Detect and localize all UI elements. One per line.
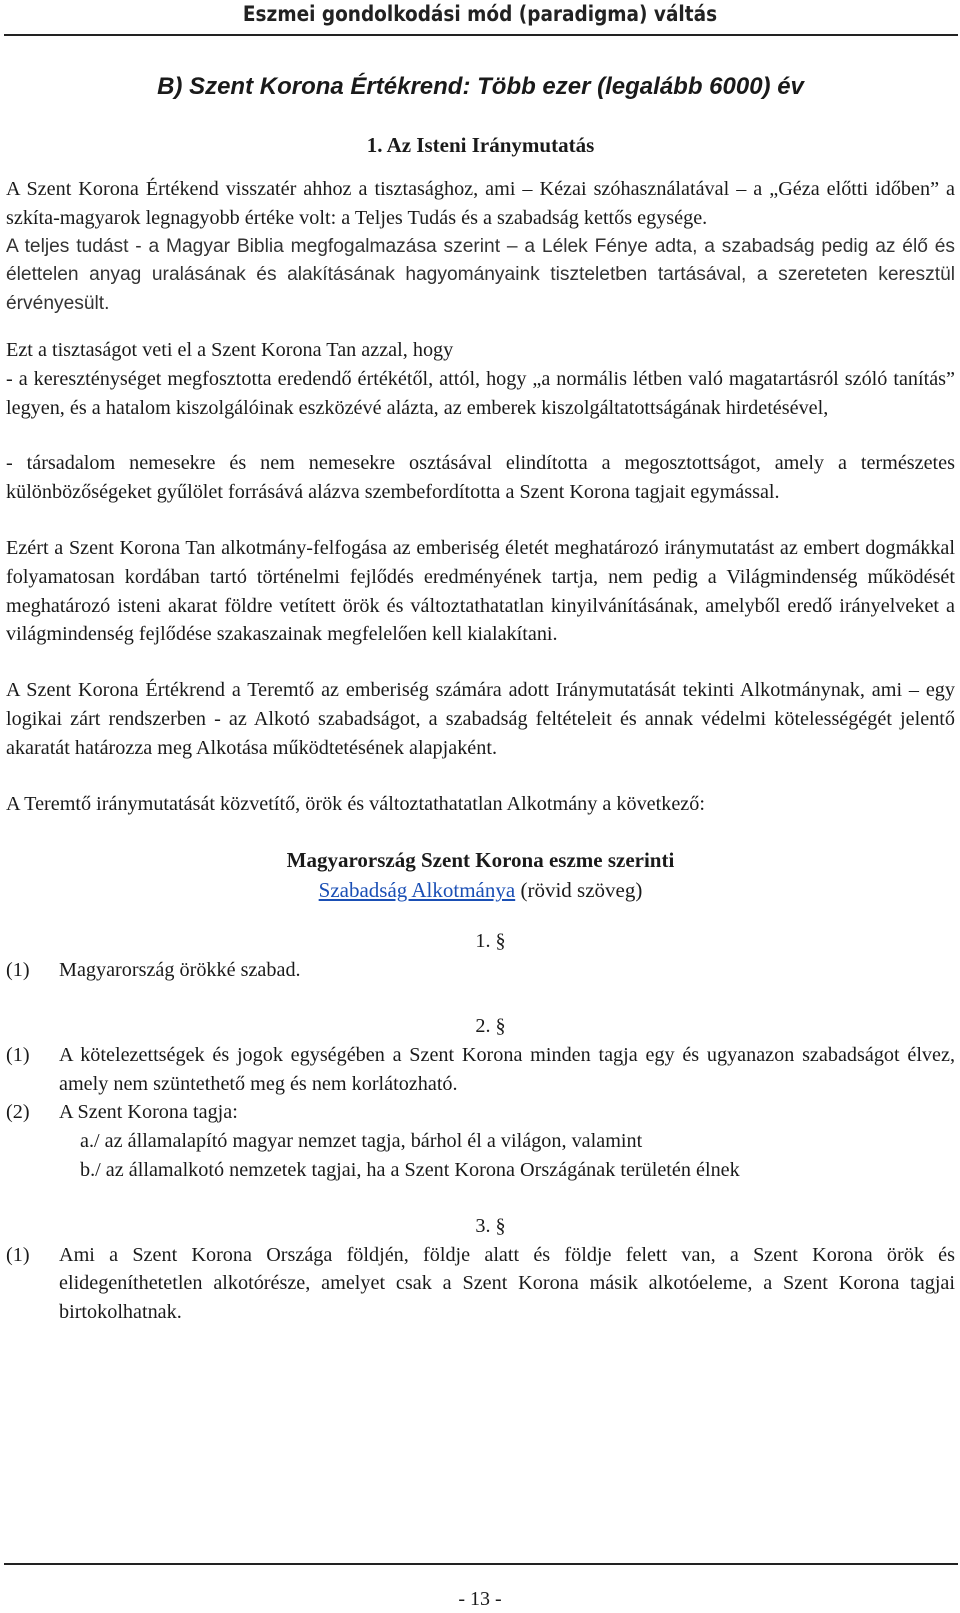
spacer — [6, 985, 955, 1012]
paragraph-1: A Szent Korona Értékend visszatér ahhoz a tisztasághoz, ami – Kézai szóhasználatával – a „Géza előtti időben” a szkíta-magyarok legnagyobb értéke volt: a Teljes Tudás és a szabadság kettős egysége. — [6, 178, 955, 229]
clause-number: (2) — [6, 1101, 30, 1124]
running-header: Eszmei gondolkodási mód (paradigma) váltás — [242, 2, 718, 26]
article-2-clause-1 — [6, 1041, 955, 1099]
paragraph-2: A teljes tudást - a Magyar Biblia megfogalmazása szerint – a Lélek Fénye adta, a szabadság pedig az élő és élettelen anyag uralásának és alakításának hagyományaink tiszteletben tartásával, a szereteten keresztül érvényesült. — [6, 235, 955, 315]
spacer — [6, 818, 955, 845]
paragraph-5: Ezért a Szent Korona Tan alkotmány-felfogása az emberiség életét meghatározó iránymutatást az embert dogmákkal folyamatosan kordában tartó történelmi fejlődés eredményének tartja, nem pedig a Világmindenség működését meghatározó isteni akarat földre vetített örök és változtathatatlan kinyilvánításának, amelyből eredő irányelveket a világmindenség fejlődése szakaszainak megfelelően kell kialakítani. — [6, 536, 955, 646]
clause-text: Magyarország örökké szabad. — [59, 959, 301, 982]
paragraph-6: A Szent Korona Értékrend a Teremtő az emberiség számára adott Iránymutatását tekinti Alkotmánynak, ami – egy logikai zárt rendszerben - az Alkotó szabadságot, a szabadság feltételeit és annak védelmi kötelességégét jelentő akaratát határozza meg Alkotása működtetésének alapjaként. — [6, 679, 955, 759]
article-2-clause-2 — [6, 1098, 955, 1127]
section-title: B) Szent Korona Értékrend: Több ezer (legalább 6000) év — [157, 73, 804, 100]
paragraph-3-intro: Ezt a tisztaságot veti el a Szent Korona Tan azzal, hogy — [6, 338, 454, 361]
paragraph-7: A Teremtő iránymutatását közvetítő, örök és változtathatatlan Alkotmány a következő: — [6, 792, 705, 815]
constitution-subtitle — [6, 875, 955, 905]
paragraph-3-item: - a kereszténységet megfosztotta eredendő értékétől, attól, hogy „a normális létben való magatartásról szóló tanítás” legyen, és a hatalom kiszolgálóinak eszközévé alázta, az emberek kiszolgáltatottságának hirdetésével, — [6, 367, 955, 419]
clause-number: (1) — [6, 1243, 30, 1266]
spacer — [6, 422, 955, 449]
clause-text: A Szent Korona tagja: — [59, 1101, 238, 1124]
spacer — [6, 319, 955, 336]
article-1-clause-1 — [6, 956, 955, 985]
constitution-suffix: (rövid szöveg) — [520, 878, 643, 903]
article-2-number: 2. § — [475, 1014, 506, 1037]
constitution-link[interactable]: Szabadság Alkotmánya — [318, 878, 516, 903]
article-2-subitem-a: a./ az államalapító magyar nemzet tagja, bárhol él a világon, valamint — [80, 1130, 643, 1153]
page-number: - 13 - — [458, 1588, 502, 1610]
clause-number: (1) — [6, 959, 30, 982]
clause-text: Ami a Szent Korona Országa földjén, földje alatt és földje felett van, a Szent Korona örök és elidegeníthetetlen alkotórésze, amelyet csak a Szent Korona másik alkotóeleme, a Szent Korona tagjai birtokolhatnak. — [59, 1243, 955, 1324]
article-1-number: 1. § — [475, 930, 506, 953]
spacer — [6, 649, 955, 676]
spacer — [6, 507, 955, 534]
header-rule — [4, 34, 958, 36]
footer-rule — [4, 1563, 958, 1565]
spacer — [6, 1185, 955, 1212]
clause-text: A kötelezettségek és jogok egységében a Szent Korona minden tagja egy és ugyanazon szabadságot élvez, amely nem szüntethető meg és nem korlátozható. — [59, 1043, 955, 1095]
constitution-heading — [6, 845, 955, 905]
spacer — [6, 905, 955, 927]
page-content — [6, 70, 955, 1327]
article-3-clause-1 — [6, 1241, 955, 1327]
section-subtitle: 1. Az Isteni Iránymutatás — [366, 133, 595, 157]
clause-number: (1) — [6, 1043, 30, 1066]
constitution-title: Magyarország Szent Korona eszme szerinti — [286, 848, 675, 873]
paragraph-4: - társadalom nemesekre és nem nemesekre osztásával elindította a megosztottságot, amely a természetes különbözőségeket gyűlölet forrásává alázva szembefordította a Szent Korona tagjait egymással. — [6, 452, 955, 504]
article-2-subitem-b: b./ az államalkotó nemzetek tagjai, ha a Szent Korona Országának területén élnek — [80, 1158, 740, 1181]
spacer — [6, 763, 955, 790]
article-3-number: 3. § — [475, 1214, 506, 1237]
